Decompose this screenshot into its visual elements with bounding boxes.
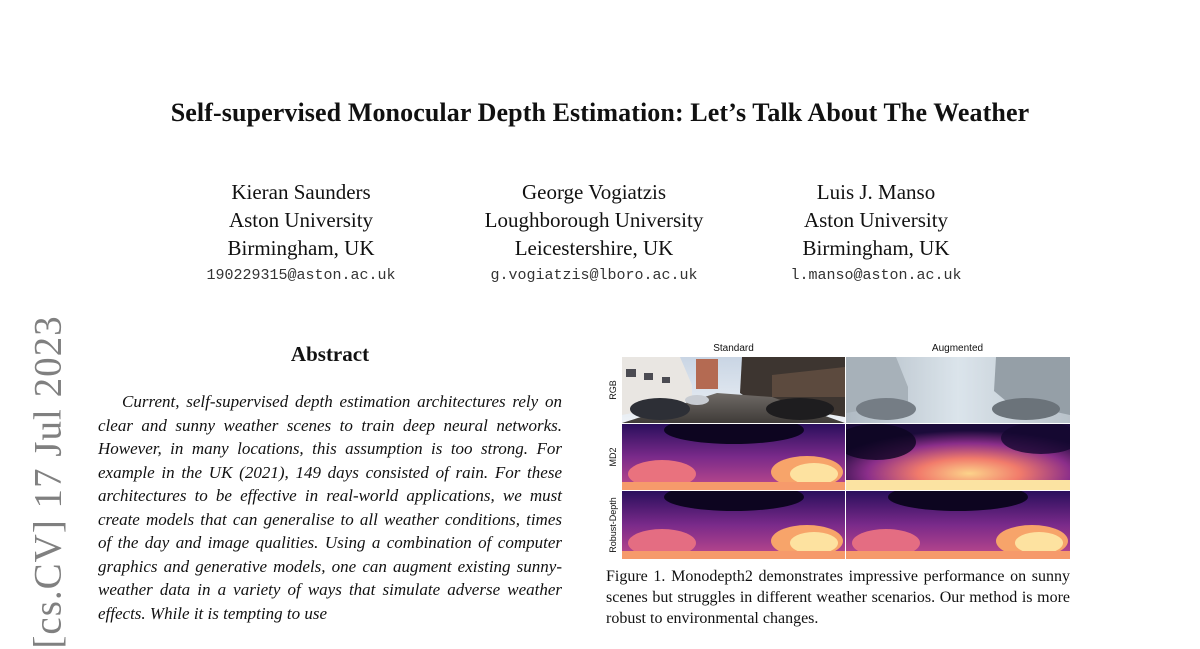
figure-1 <box>606 343 1070 559</box>
author-name: Kieran Saunders <box>231 180 371 204</box>
column-label-augmented: Augmented <box>931 343 984 354</box>
author-location: Birmingham, UK <box>227 236 375 260</box>
author-affiliation: Aston University <box>228 208 374 232</box>
row-label-md2: MD2 <box>608 447 618 467</box>
author-location: Leicestershire, UK <box>514 236 674 260</box>
author-block-3 <box>766 178 986 285</box>
robust-depth-standard-depth <box>622 491 845 559</box>
author-block-1 <box>201 178 401 285</box>
column-label-standard: Standard <box>713 343 754 354</box>
row-label-rgb: RGB <box>608 380 618 400</box>
author-email[interactable]: g.vogiatzis@lboro.ac.uk <box>490 267 698 284</box>
abstract-heading: Abstract <box>290 342 370 366</box>
robust-depth-augmented-depth <box>846 491 1070 559</box>
author-affiliation: Loughborough University <box>484 208 704 232</box>
rgb-augmented-image <box>846 357 1070 423</box>
arxiv-stamp: [cs.CV] 17 Jul 2023 <box>26 315 70 649</box>
author-email[interactable]: 190229315@aston.ac.uk <box>206 267 396 284</box>
row-label-robust-depth: Robust-Depth <box>608 497 618 553</box>
paper-title: Self-supervised Monocular Depth Estimation: Let’s Talk About The Weather <box>170 98 1030 127</box>
author-location: Birmingham, UK <box>802 236 950 260</box>
author-block-2 <box>454 178 734 285</box>
figure-caption: Figure 1. Monodepth2 demonstrates impressive performance on sunny scenes but struggles in different weather scenarios. Our method is more robust to environmental changes. <box>606 568 1070 627</box>
abstract-body: Current, self-supervised depth estimation architectures rely on clear and sunny weather scenes to train deep neural networks. However, in many locations, this assumption is too strong. For example in the UK (2021), 149 days consisted of rain. For these architectures to be effective in real-world applications, we must create models that can generalise to all weather conditions, times of the day and image qualities. Using a combination of computer graphics and generative models, one can augment existing sunny-weather data in a variety of ways that simulate adverse weather effects. While it is tempting to use <box>98 392 562 623</box>
author-email[interactable]: l.manso@aston.ac.uk <box>790 267 962 284</box>
md2-standard-depth <box>622 424 845 490</box>
author-name: Luis J. Manso <box>816 180 936 204</box>
author-name: George Vogiatzis <box>521 180 667 204</box>
rgb-standard-image <box>622 357 845 423</box>
author-affiliation: Aston University <box>803 208 949 232</box>
md2-augmented-depth <box>846 424 1070 490</box>
